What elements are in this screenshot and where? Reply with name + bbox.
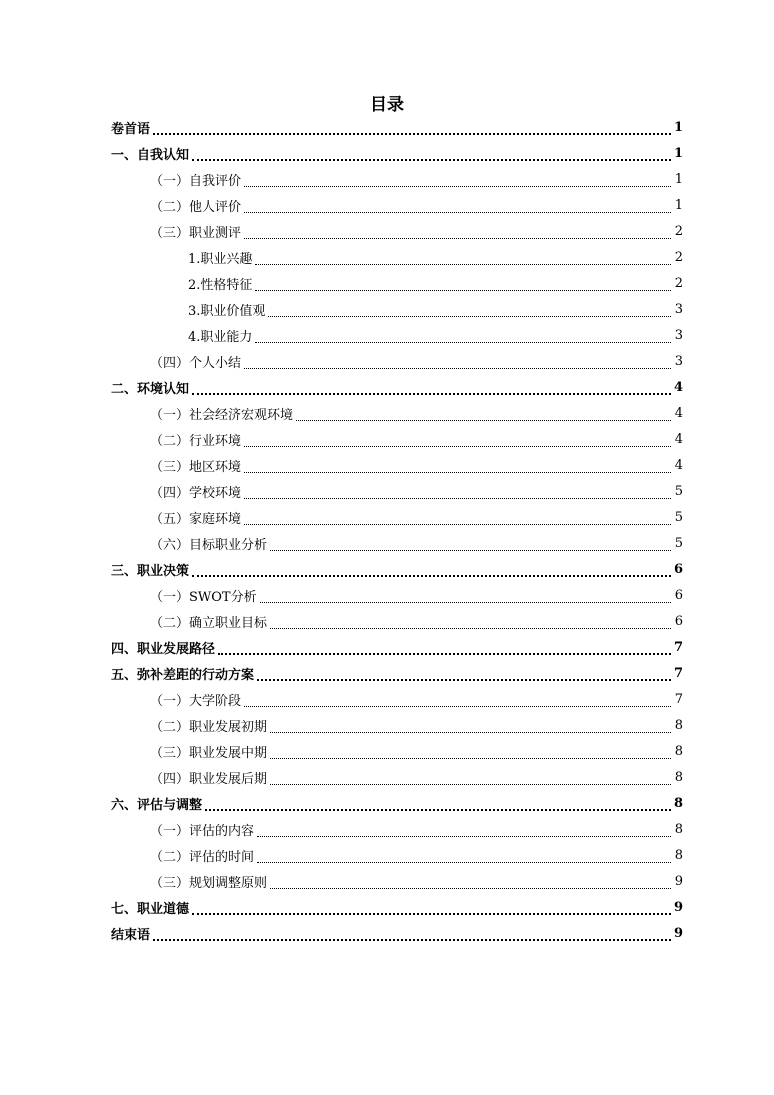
toc-entry[interactable]: [111, 556, 683, 582]
toc-entry[interactable]: [111, 478, 683, 504]
toc-entry-label: 3.职业价值观: [188, 303, 266, 319]
toc-entry[interactable]: [111, 452, 683, 478]
toc-entry[interactable]: [111, 686, 683, 712]
toc-entry-page-number: 9: [674, 899, 684, 915]
toc-entry[interactable]: [111, 374, 683, 400]
toc-entry-page-number: 2: [674, 249, 683, 265]
dot-leader: [192, 565, 671, 577]
toc-entry-page-number: 1: [674, 171, 683, 187]
toc-entry-label: （二）确立职业目标: [150, 615, 268, 631]
toc-entry-label: 1.职业兴趣: [188, 251, 253, 267]
toc-entry[interactable]: [111, 322, 683, 348]
toc-entry-label: （三）职业测评: [150, 225, 242, 241]
dot-leader: [255, 280, 671, 291]
toc-entry-page-number: 4: [674, 405, 683, 421]
table-of-contents: [111, 114, 683, 946]
toc-entry-label: 五、弥补差距的行动方案: [111, 667, 255, 683]
dot-leader: [244, 462, 671, 473]
dot-leader: [192, 903, 671, 915]
toc-entry[interactable]: [111, 816, 683, 842]
toc-entry-label: （一）SWOT分析: [150, 589, 257, 605]
toc-entry[interactable]: [111, 400, 683, 426]
toc-entry[interactable]: [111, 244, 683, 270]
toc-entry-page-number: 4: [674, 457, 683, 473]
dot-leader: [192, 383, 671, 395]
toc-entry-page-number: 9: [674, 925, 684, 941]
toc-entry-page-number: 8: [674, 795, 684, 811]
toc-entry-label: 4.职业能力: [188, 329, 253, 345]
toc-entry-label: （一）自我评价: [150, 173, 242, 189]
toc-entry-label: （二）他人评价: [150, 199, 242, 215]
toc-entry-page-number: 8: [674, 821, 683, 837]
toc-entry[interactable]: [111, 738, 683, 764]
toc-entry-page-number: 6: [674, 587, 683, 603]
toc-entry-label: （二）行业环境: [150, 433, 242, 449]
toc-entry[interactable]: [111, 166, 683, 192]
dot-leader: [270, 618, 671, 629]
toc-entry-page-number: 7: [674, 665, 684, 681]
toc-entry-label: 卷首语: [111, 121, 151, 137]
toc-entry-label: （五）家庭环境: [150, 511, 242, 527]
dot-leader: [244, 488, 671, 499]
dot-leader: [270, 774, 671, 785]
dot-leader: [218, 643, 671, 655]
toc-entry[interactable]: [111, 218, 683, 244]
toc-entry[interactable]: [111, 712, 683, 738]
toc-entry-label: （三）地区环境: [150, 459, 242, 475]
toc-entry[interactable]: [111, 504, 683, 530]
dot-leader: [153, 123, 671, 135]
toc-entry-label: 六、评估与调整: [111, 797, 203, 813]
toc-entry-page-number: 4: [674, 431, 683, 447]
toc-entry-label: （六）目标职业分析: [150, 537, 268, 553]
toc-entry-label: （三）规划调整原则: [150, 875, 268, 891]
toc-entry-label: （一）大学阶段: [150, 693, 242, 709]
toc-entry[interactable]: [111, 192, 683, 218]
toc-entry-page-number: 5: [674, 535, 683, 551]
toc-entry-page-number: 3: [674, 353, 683, 369]
dot-leader: [192, 149, 671, 161]
dot-leader: [255, 332, 671, 343]
toc-entry-page-number: 2: [674, 223, 683, 239]
toc-entry-page-number: 6: [674, 613, 683, 629]
dot-leader: [153, 929, 671, 941]
toc-entry-label: （二）职业发展初期: [150, 719, 268, 735]
dot-leader: [255, 254, 671, 265]
dot-leader: [244, 358, 671, 369]
toc-entry-page-number: 7: [674, 639, 684, 655]
toc-entry-page-number: 3: [674, 301, 683, 317]
toc-entry-page-number: 5: [674, 509, 683, 525]
toc-entry-page-number: 1: [674, 145, 684, 161]
dot-leader: [257, 852, 671, 863]
page-title: 目录: [370, 95, 404, 115]
toc-entry-page-number: 6: [674, 561, 684, 577]
toc-entry[interactable]: [111, 842, 683, 868]
dot-leader: [244, 202, 671, 213]
toc-entry[interactable]: [111, 582, 683, 608]
dot-leader: [257, 669, 671, 681]
dot-leader: [260, 592, 671, 603]
toc-entry-page-number: 3: [674, 327, 683, 343]
toc-entry[interactable]: [111, 894, 683, 920]
toc-entry[interactable]: [111, 634, 683, 660]
toc-entry-label: 三、职业决策: [111, 563, 190, 579]
toc-entry[interactable]: [111, 296, 683, 322]
toc-entry-page-number: 2: [674, 275, 683, 291]
toc-entry-page-number: 8: [674, 769, 683, 785]
toc-entry-label: （一）社会经济宏观环境: [150, 407, 294, 423]
toc-entry-page-number: 8: [674, 717, 683, 733]
toc-entry-label: 一、自我认知: [111, 147, 190, 163]
toc-entry-label: （四）学校环境: [150, 485, 242, 501]
dot-leader: [270, 878, 671, 889]
toc-entry-page-number: 4: [674, 379, 684, 395]
toc-entry[interactable]: [111, 270, 683, 296]
toc-entry[interactable]: [111, 530, 683, 556]
dot-leader: [244, 228, 671, 239]
toc-entry[interactable]: [111, 140, 683, 166]
toc-entry-label: 四、职业发展路径: [111, 641, 216, 657]
toc-entry[interactable]: [111, 868, 683, 894]
dot-leader: [205, 799, 671, 811]
dot-leader: [270, 748, 671, 759]
toc-entry[interactable]: [111, 660, 683, 686]
toc-entry-label: 二、环境认知: [111, 381, 190, 397]
dot-leader: [270, 540, 671, 551]
toc-entry-page-number: 1: [674, 119, 684, 135]
toc-entry-label: （四）职业发展后期: [150, 771, 268, 787]
toc-entry-page-number: 7: [674, 691, 683, 707]
toc-entry-page-number: 9: [674, 873, 683, 889]
toc-entry-label: （二）评估的时间: [150, 849, 255, 865]
toc-entry[interactable]: [111, 790, 683, 816]
toc-entry-page-number: 1: [674, 197, 683, 213]
dot-leader: [244, 436, 671, 447]
toc-entry[interactable]: [111, 348, 683, 374]
toc-entry[interactable]: [111, 920, 683, 946]
toc-entry-label: （三）职业发展中期: [150, 745, 268, 761]
dot-leader: [257, 826, 671, 837]
toc-entry-label: （一）评估的内容: [150, 823, 255, 839]
dot-leader: [244, 696, 671, 707]
toc-entry-page-number: 8: [674, 847, 683, 863]
toc-entry-page-number: 8: [674, 743, 683, 759]
toc-entry[interactable]: [111, 764, 683, 790]
dot-leader: [244, 176, 671, 187]
toc-entry[interactable]: [111, 608, 683, 634]
toc-entry-page-number: 5: [674, 483, 683, 499]
toc-entry-label: 2.性格特征: [188, 277, 253, 293]
toc-entry[interactable]: [111, 426, 683, 452]
toc-entry-label: 结束语: [111, 927, 151, 943]
dot-leader: [270, 722, 671, 733]
toc-entry[interactable]: [111, 114, 683, 140]
dot-leader: [268, 306, 671, 317]
dot-leader: [296, 410, 671, 421]
dot-leader: [244, 514, 671, 525]
toc-entry-label: 七、职业道德: [111, 901, 190, 917]
toc-entry-label: （四）个人小结: [150, 355, 242, 371]
